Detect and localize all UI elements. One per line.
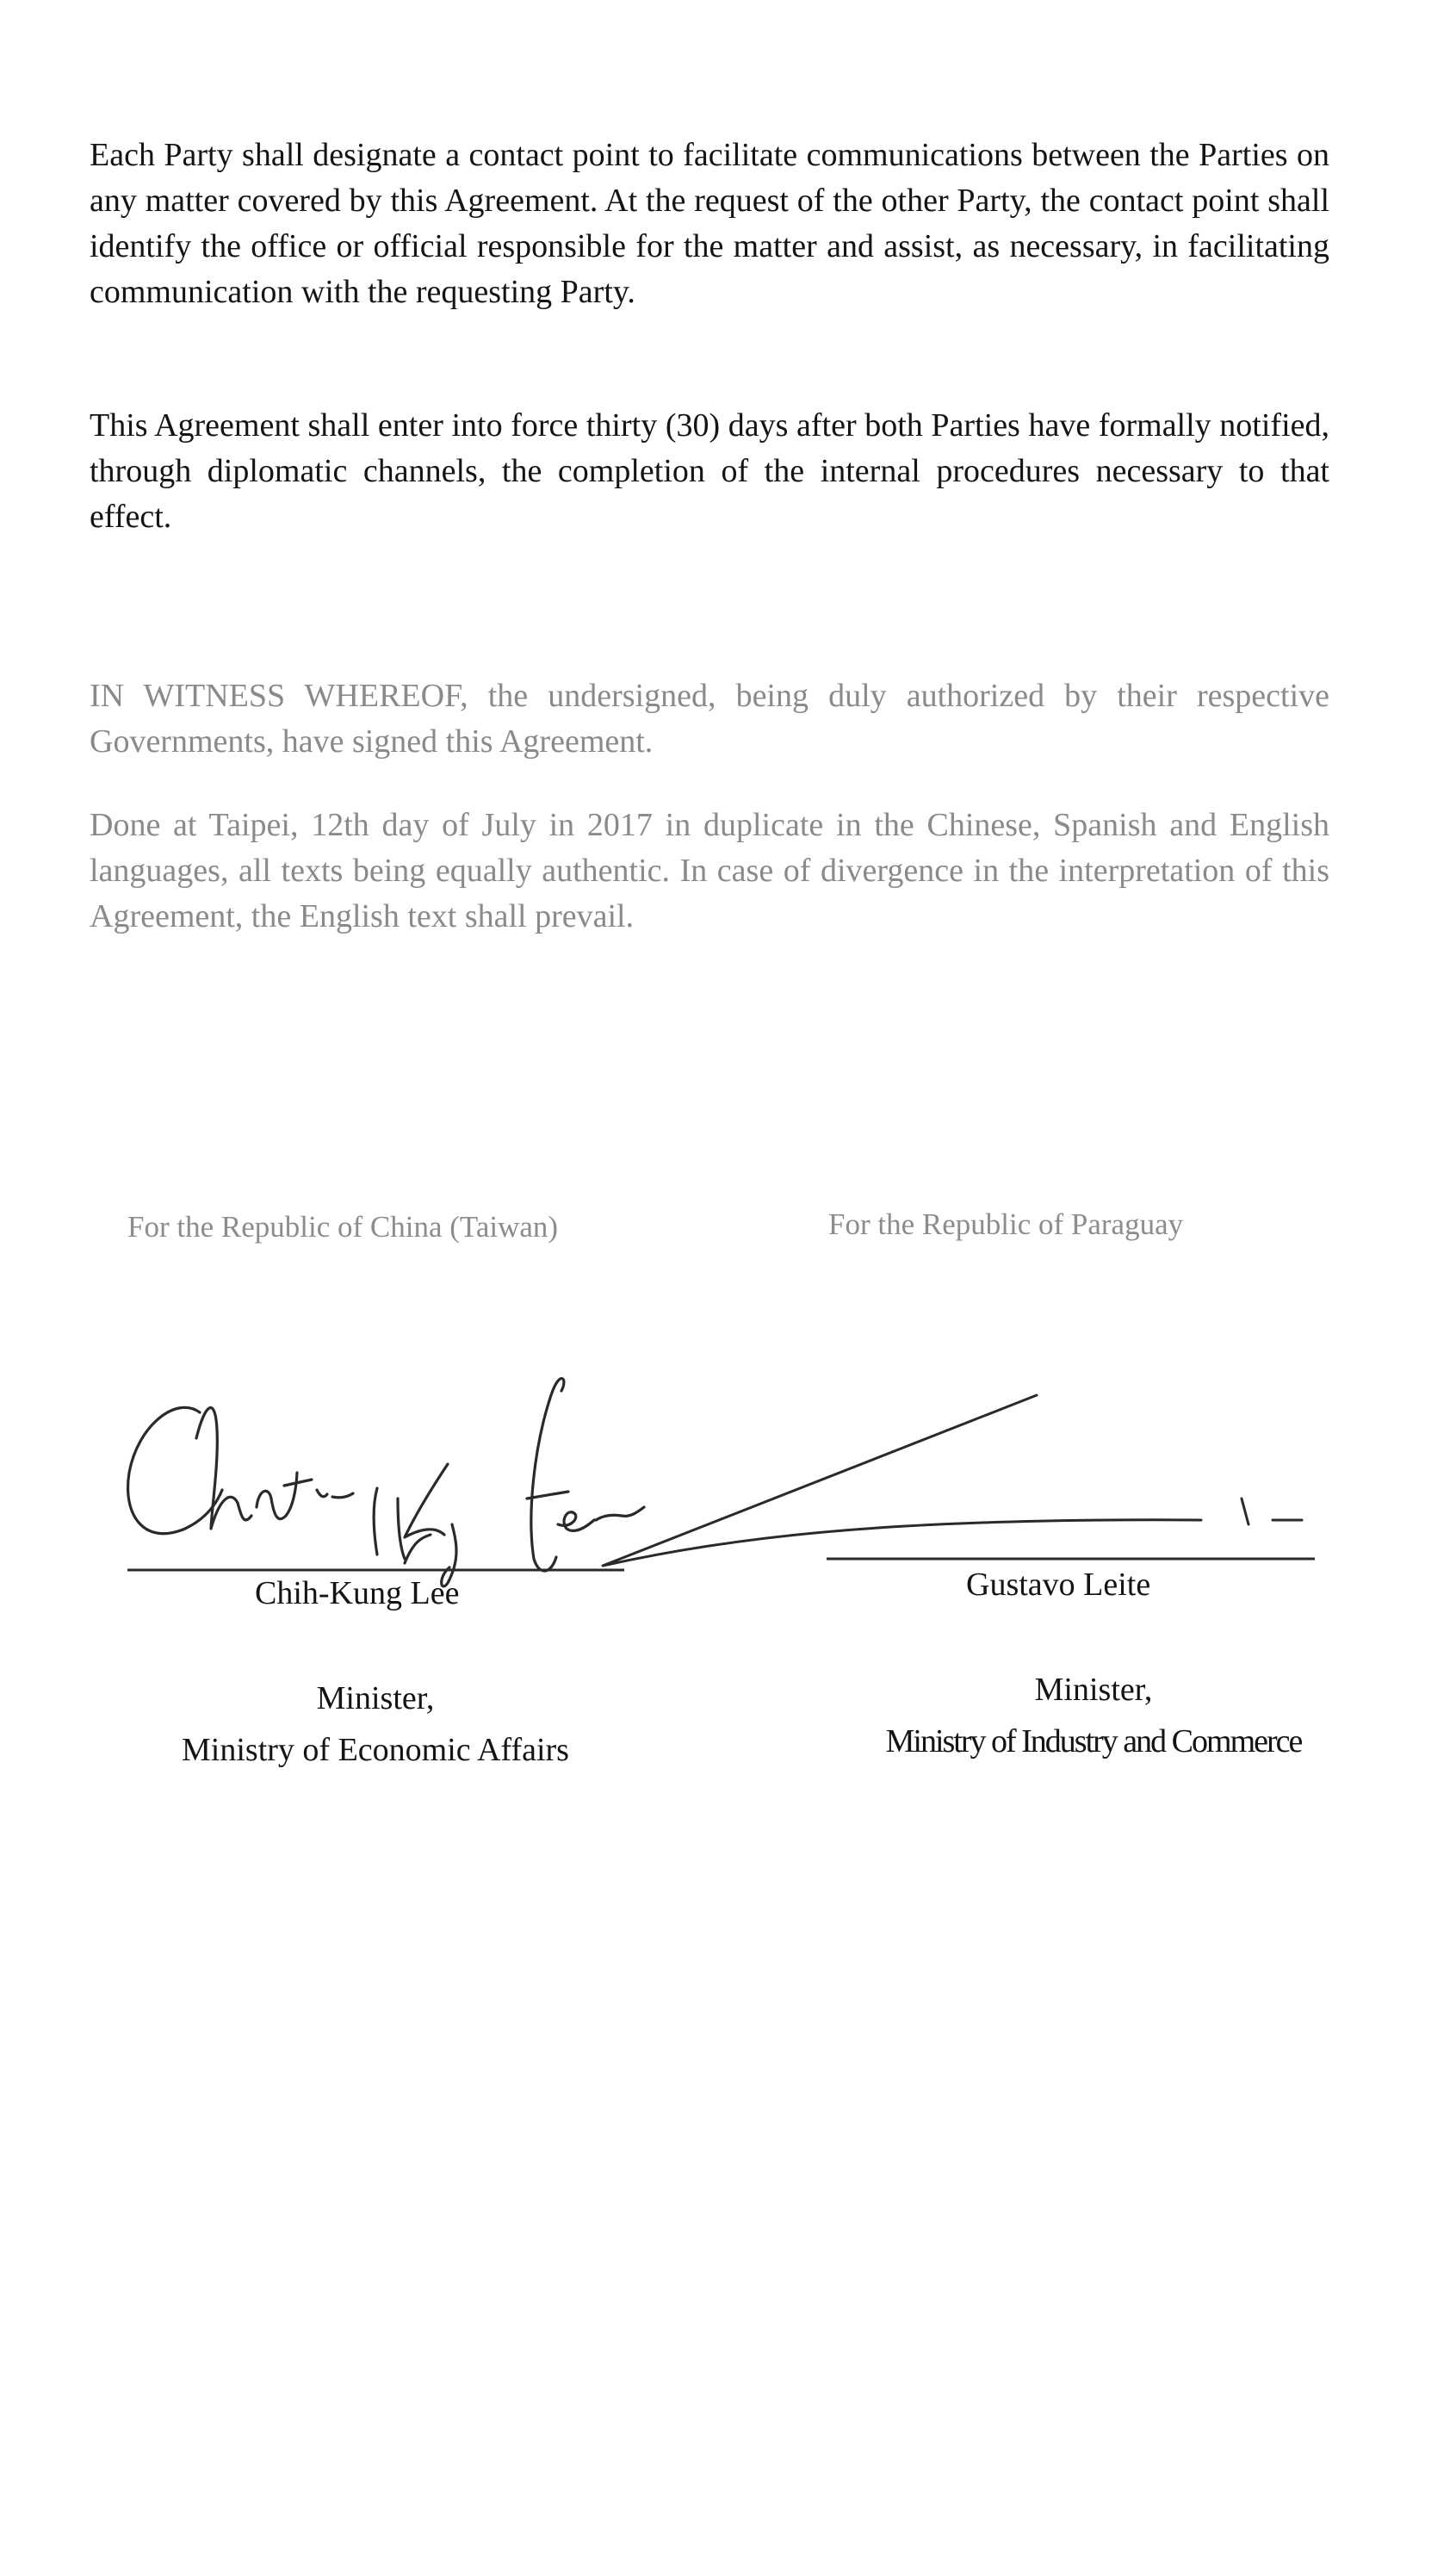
signatory-label-paraguay: For the Republic of Paraguay: [828, 1207, 1184, 1241]
paragraph-contact-point: Each Party shall designate a contact point to facilitate communications between the Parties on any matter covered by this Agreement. At the request of the other Party, the contact point shall identify the office or official responsible for the matter and assist, as necessary, in facilitating communication with the requesting Party.: [90, 137, 1329, 310]
signer-title-taiwan: [86, 1672, 665, 1776]
signer-ministry-paraguay: Ministry of Industry and Commerce: [885, 1723, 1302, 1759]
signer-title-paraguay: [805, 1664, 1382, 1767]
paragraph-done-at: Done at Taipei, 12th day of July in 2017 in duplicate in the Chinese, Spanish and English languages, all texts being equally authentic. In case of divergence in the interpretation of this Agreement, the English text shall prevail.: [90, 807, 1329, 934]
signature-area: [0, 1344, 1456, 1602]
paragraph-entry-into-force: This Agreement shall enter into force thirty (30) days after both Parties have formally notified, through diplomatic channels, the completion of the internal procedures necessary to that effect.: [90, 407, 1329, 535]
signatory-label-taiwan: For the Republic of China (Taiwan): [127, 1210, 559, 1244]
paragraph-in-witness: IN WITNESS WHEREOF, the undersigned, being duly authorized by their respective Governments, have signed this Agreement.: [90, 678, 1329, 760]
signer-name-paraguay: Gustavo Leite: [966, 1567, 1151, 1603]
signer-position-taiwan: Minister,: [316, 1680, 435, 1716]
signature-gustavo-leite: [603, 1395, 1302, 1566]
signer-position-paraguay: Minister,: [1034, 1672, 1153, 1708]
signer-name-taiwan: Chih-Kung Lee: [255, 1575, 460, 1611]
signature-chih-kung-lee: [128, 1379, 644, 1586]
signer-ministry-taiwan: Ministry of Economic Affairs: [182, 1732, 569, 1768]
